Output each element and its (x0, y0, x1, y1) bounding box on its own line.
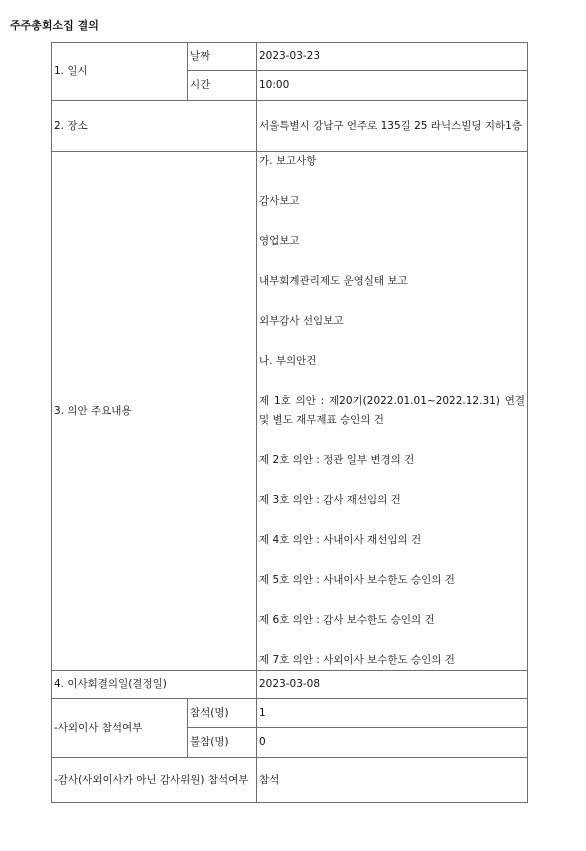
place-label: 2. 장소 (52, 101, 257, 152)
table-row (52, 699, 528, 728)
outside-director-label: -사외이사 참석여부 (52, 699, 188, 758)
agenda-item: 영업보고 (259, 235, 300, 247)
date-time-label: 1. 일시 (52, 43, 188, 101)
agenda-item: 제 7호 의안 : 사외이사 보수한도 승인의 건 (259, 654, 455, 666)
agenda-item: 나. 부의안건 (259, 355, 317, 367)
place-value: 서울특별시 강남구 언주로 135길 25 라닉스빌딩 지하1층 (257, 101, 528, 152)
agenda-item: 제 2호 의안 : 정관 일부 변경의 건 (259, 454, 415, 466)
date-label: 날짜 (188, 43, 257, 71)
present-value: 1 (257, 699, 528, 728)
board-date-label: 4. 이사회결의일(결정일) (52, 671, 257, 699)
table-row (52, 43, 528, 71)
agenda-item: 제 5호 의안 : 사내이사 보수한도 승인의 건 (259, 574, 455, 586)
agenda-item: 제 6호 의안 : 감사 보수한도 승인의 건 (259, 614, 435, 626)
present-label: 참석(명) (188, 699, 257, 728)
agenda-item: 제 1호 의안 : 제20기(2022.01.01~2022.12.31) 연결 및 별도 재무제표 승인의 건 (259, 395, 525, 426)
table-row (52, 152, 528, 671)
absent-label: 불참(명) (188, 728, 257, 758)
agenda-item: 제 3호 의안 : 감사 재선임의 건 (259, 494, 401, 506)
auditor-value: 참석 (257, 758, 528, 803)
table-row (52, 758, 528, 803)
agenda-item: 감사보고 (259, 195, 300, 207)
table-row (52, 101, 528, 152)
date-value: 2023-03-23 (257, 43, 528, 71)
time-label: 시간 (188, 71, 257, 101)
agenda-item: 외부감사 선임보고 (259, 315, 344, 327)
agenda-label: 3. 의안 주요내용 (52, 152, 257, 671)
absent-value: 0 (257, 728, 528, 758)
table-row (52, 671, 528, 699)
board-date-value: 2023-03-08 (257, 671, 528, 699)
auditor-label: -감사(사외이사가 아닌 감사위원) 참석여부 (52, 758, 257, 803)
agenda-content (257, 152, 528, 671)
agenda-item: 제 4호 의안 : 사내이사 재선임의 건 (259, 534, 422, 546)
agenda-item: 가. 보고사항 (259, 155, 317, 167)
page-title: 주주총회소집 결의 (10, 19, 99, 32)
resolution-table (51, 42, 528, 803)
time-value: 10:00 (257, 71, 528, 101)
agenda-item: 내부회계관리제도 운영실태 보고 (259, 275, 408, 287)
